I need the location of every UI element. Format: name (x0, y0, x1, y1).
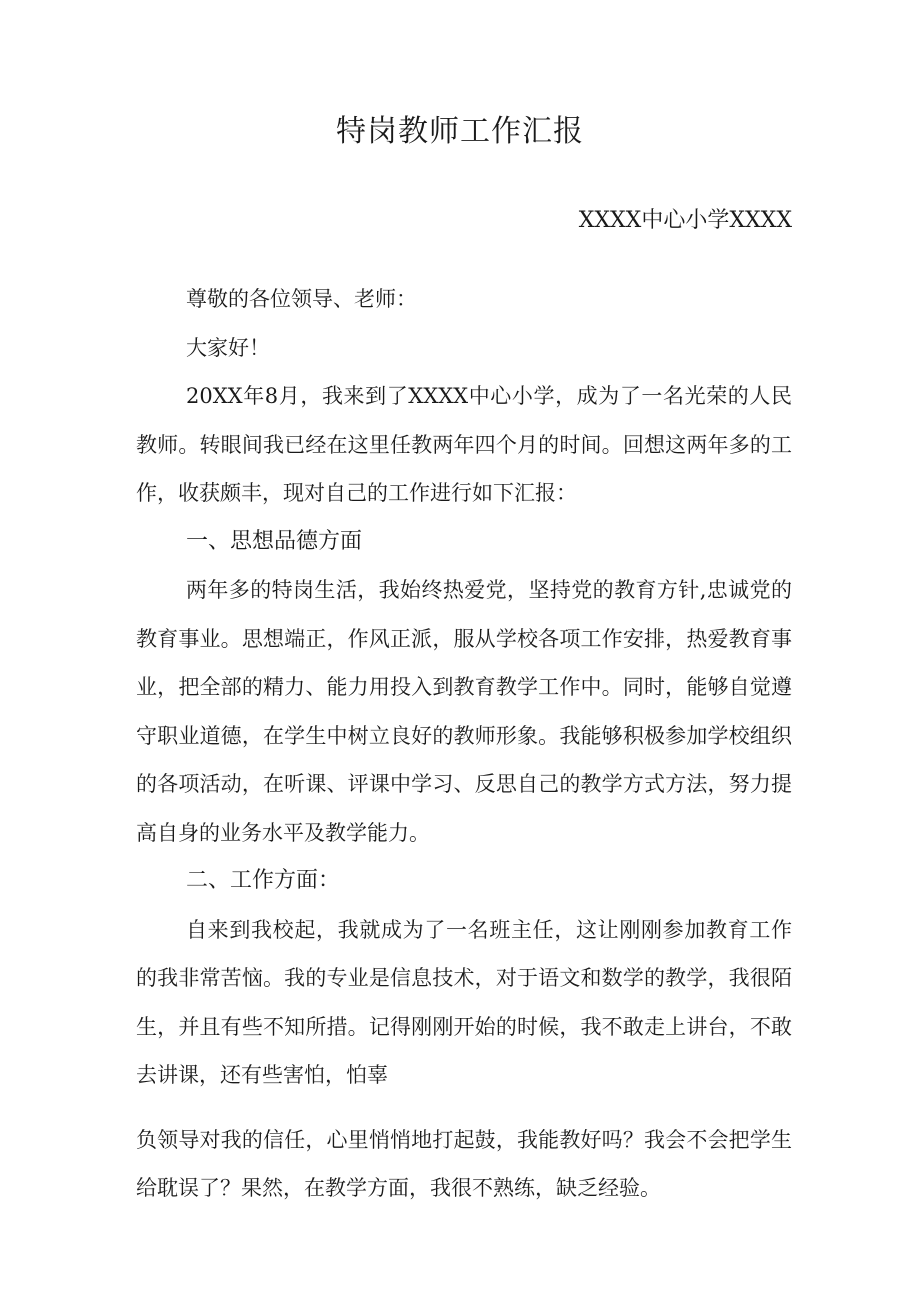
hello-paragraph: 大家好！ (186, 335, 270, 360)
intro-paragraph: 20XX年8月，我来到了XXXX中心小学，成为了一名光荣的人民教师。转眼间我已经在这里任教两年四个月的时间。回想这两年多的工作，收获颇丰，现对自己的工作进行如下汇报： (136, 384, 792, 505)
author-signature: XXXX中心小学XXXX (578, 208, 792, 233)
greeting-paragraph: 尊敬的各位领导、老师： (186, 287, 417, 311)
document-body (136, 275, 792, 1213)
document-title: 特岗教师工作汇报 (336, 114, 584, 149)
page-break-gap (136, 1100, 792, 1116)
continuation-paragraph: 负领导对我的信任，心里悄悄地打起鼓，我能教好吗？我会不会把学生给耽误了？果然，在教学方面，我很不熟练，缺乏经验。 (136, 1127, 792, 1200)
work-paragraph: 自来到我校起，我就成为了一名班主任，这让刚刚参加教育工作的我非常苦恼。我的专业是信息技术，对于语文和数学的教学，我很陌生，并且有些不知所措。记得刚刚开始的时候，我不敢走上讲台，不敢去讲课，还有些害怕，怕辜 (136, 917, 792, 1087)
section-heading-ideology: 一、思想品德方面 (186, 528, 363, 554)
ideology-paragraph: 两年多的特岗生活，我始终热爱党，坚持党的教育方针,忠诚党的教育事业。思想端正，作风正派，服从学校各项工作安排，热爱教育事业，把全部的精力、能力用投入到教育教学工作中。同时，能够自觉遵守职业道德，在学生中树立良好的教师形象。我能够积极参加学校组织的各项活动，在听课、评课中学习、反思自己的教学方式方法，努力提高自身的业务水平及教学能力。 (136, 578, 792, 845)
section-heading-work: 二、工作方面： (186, 868, 341, 893)
